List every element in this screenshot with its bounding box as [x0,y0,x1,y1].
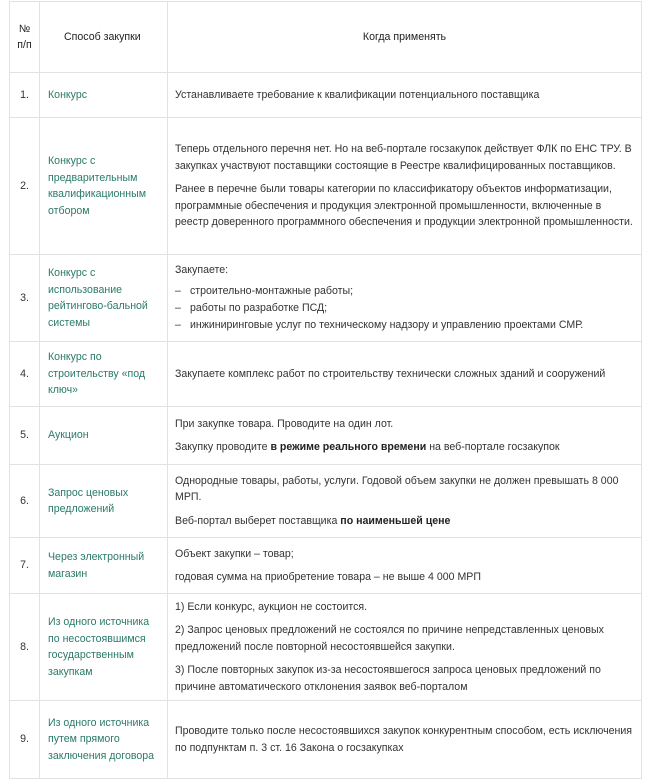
row-number: 7. [10,538,40,594]
row-when [168,342,642,407]
row-method [40,465,168,538]
row-when [168,73,642,118]
when-text: Ранее в перечне были товары категории по классификатору объектов информатизации, программные обеспечения и продукция электронной промышленности, включенные в реестр доверенного программного обеспечения и продукции электронной промышленности. [175,183,633,229]
method-link[interactable]: Из одного источника по несостоявшимся государственным закупкам [48,616,150,678]
list-item: – строительно-монтажные работы; [175,283,633,300]
row-when [168,255,642,342]
row-when [168,538,642,594]
when-text-part: на веб-портале госзакупок [426,441,560,453]
method-link[interactable]: Аукцион [48,429,89,442]
row-number: 6. [10,465,40,538]
row-when [168,407,642,465]
header-number [10,2,40,73]
when-text: годовая сумма на приобретение товара – не выше 4 000 МРП [175,571,481,583]
when-text-bold: в режиме реального времени [270,441,427,453]
row-method [40,342,168,407]
when-text-bold: по наименьшей цене [340,514,451,527]
row-method [40,73,168,118]
when-text: 2) Запрос ценовых предложений не состоялся по причине непредставленных ценовых предложений после повторной несостоявшейся закупки. [175,624,604,653]
method-link[interactable]: Конкурс с предварительным квалификационным отбором [48,155,147,217]
table-row [10,118,642,255]
list-item: – работы по разработке ПСД; [175,300,633,317]
row-method [40,118,168,255]
when-text [175,513,633,530]
row-number: 3. [10,255,40,342]
header-method: Способ закупки [40,2,168,73]
procurement-methods-table [9,1,642,779]
when-text: 3) После повторных закупок из-за несостоявшегося запроса ценовых предложений по причине автоматического отклонения заявок веб-порталом [175,664,601,693]
when-text: Проводите только после несостоявшихся закупок конкурентным способом, есть исключения по подпунктам п. 3 ст. 16 Закона о госзакупках [175,725,633,754]
row-number: 1. [10,73,40,118]
when-text: Закупаете комплекс работ по строительству технически сложных зданий и сооружений [175,367,606,380]
table-row [10,73,642,118]
when-text: Закупаете: [175,264,229,277]
list-item: – инжиниринговые услуг по техническому надзору и управлению проектами СМР. [175,317,633,334]
method-link[interactable]: Из одного источника путем прямого заключения договора [48,716,155,762]
row-method [40,255,168,342]
row-number: 4. [10,342,40,407]
row-when [168,465,642,538]
table-header-row [10,2,642,73]
row-when [168,118,642,255]
work-list [175,283,633,334]
when-text: Объект закупки – товар; [175,547,294,560]
when-text: Однородные товары, работы, услуги. Годовой объем закупки не должен превышать 8 000 МРП. [175,474,619,504]
table-row [10,255,642,342]
when-text: 1) Если конкурс, аукцион не состоится. [175,600,368,613]
when-text: Теперь отдельного перечня нет. Но на веб-портале госзакупок действует ФЛК по ЕНС ТРУ. В закупках участвуют поставщики состоящие в Реестре квалифицированных поставщиков. [175,143,632,172]
row-method [40,594,168,701]
row-method [40,407,168,465]
when-text-part: Веб-портал выберет поставщика [175,514,341,527]
row-method [40,701,168,779]
when-text: При закупке товара. Проводите на один лот. [175,417,394,430]
row-number: 2. [10,118,40,255]
row-method [40,538,168,594]
header-number-line1: № [18,23,31,35]
when-text [175,439,633,456]
row-number: 9. [10,701,40,779]
method-link[interactable]: Запрос ценовых предложений [48,486,129,515]
table-row [10,342,642,407]
row-when [168,701,642,779]
header-when: Когда применять [168,2,642,73]
table-row [10,594,642,701]
table-row [10,407,642,465]
method-link[interactable]: Конкурс с использование рейтингово-бальной системы [48,267,148,329]
when-text-part: Закупку проводите [175,441,271,453]
table-row [10,701,642,779]
header-number-line2: п/п [17,39,32,51]
when-text: Устанавливаете требование к квалификации потенциального поставщика [175,88,540,101]
method-link[interactable]: Через электронный магазин [48,551,145,580]
row-number: 5. [10,407,40,465]
row-when [168,594,642,701]
row-number: 8. [10,594,40,701]
table-row [10,538,642,594]
method-link[interactable]: Конкурс по строительству «под ключ» [48,351,146,397]
method-link[interactable]: Конкурс [48,88,88,101]
table-row [10,465,642,538]
